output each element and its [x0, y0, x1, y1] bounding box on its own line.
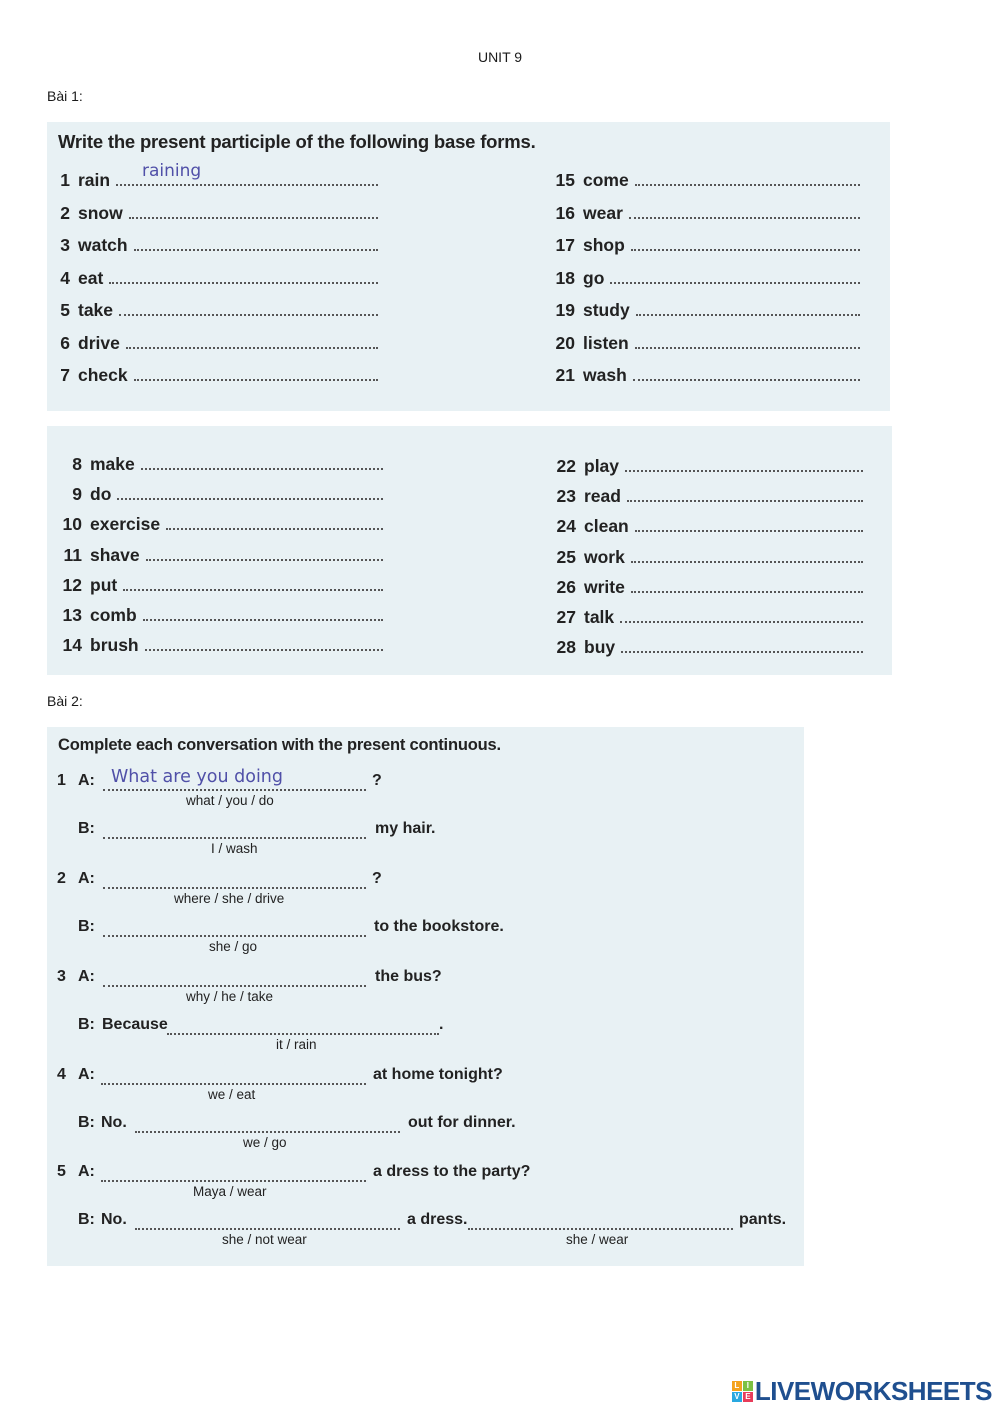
word-item	[56, 454, 383, 475]
item-number: 25	[556, 546, 576, 567]
item-number: 3	[60, 235, 70, 255]
verb-hint: it / rain	[276, 1037, 317, 1052]
answer-blank[interactable]	[631, 557, 863, 563]
line-suffix: the bus?	[375, 968, 442, 985]
base-form-word: come	[583, 170, 629, 190]
answer-blank[interactable]	[146, 555, 383, 561]
line-suffix: my hair.	[375, 820, 436, 837]
item-number: 20	[555, 332, 575, 353]
word-item	[56, 635, 383, 656]
base-form-word: eat	[78, 267, 104, 288]
answer-blank[interactable]	[143, 615, 383, 621]
verb-hint: I / wash	[211, 841, 258, 856]
item-number: 21	[555, 365, 575, 385]
liveworksheets-logo	[732, 1376, 992, 1407]
word-item	[550, 300, 860, 321]
answer-blank[interactable]	[103, 887, 366, 889]
verb-hint: she / wear	[566, 1232, 629, 1247]
base-form-word: snow	[78, 202, 123, 223]
answer-blank[interactable]	[117, 494, 383, 500]
base-form-word: check	[78, 365, 128, 385]
item-number: 3	[57, 968, 66, 985]
speaker-label: B:	[78, 1211, 95, 1228]
line-suffix: a dress to the party?	[373, 1163, 531, 1180]
base-form-word: talk	[584, 607, 615, 627]
base-form-word: work	[584, 546, 625, 567]
word-item	[550, 577, 863, 598]
word-item	[550, 170, 860, 191]
item-number: 4	[57, 1066, 66, 1083]
speaker-label: A:	[78, 968, 95, 985]
base-form-word: rain	[78, 170, 111, 190]
base-form-word: study	[583, 300, 630, 320]
word-item	[53, 268, 378, 289]
base-form-word: do	[90, 484, 112, 505]
word-item	[53, 170, 378, 191]
section-label-2: Bài 2:	[47, 693, 83, 709]
exercise-instruction: Write the present participle of the following base forms.	[58, 131, 536, 152]
answer-blank[interactable]	[134, 375, 378, 381]
logo-mark-icon: L I V E	[732, 1381, 753, 1402]
exercise-instruction: Complete each conversation with the present continuous.	[58, 736, 501, 754]
base-form-word: write	[584, 576, 625, 597]
word-item	[550, 268, 860, 289]
base-form-word: wear	[583, 202, 623, 223]
item-number: 26	[556, 576, 576, 597]
word-item	[53, 365, 378, 386]
line-suffix: at home tonight?	[373, 1066, 503, 1083]
item-number: 10	[62, 514, 82, 535]
answer-blank[interactable]	[468, 1228, 733, 1230]
item-number: 12	[62, 574, 82, 595]
item-number: 7	[60, 365, 70, 385]
verb-hint: she / go	[209, 939, 258, 954]
answer-blank[interactable]	[123, 585, 383, 591]
speaker-label: B:	[78, 1114, 95, 1131]
word-item	[53, 300, 378, 321]
word-item	[53, 333, 378, 354]
item-number: 17	[555, 235, 575, 255]
line-suffix: ?	[372, 870, 382, 887]
word-item	[550, 235, 860, 256]
item-number: 5	[60, 300, 70, 320]
word-item	[550, 365, 860, 386]
speaker-label: A:	[78, 1163, 95, 1180]
word-item	[550, 333, 860, 354]
line-suffix: to the bookstore.	[374, 918, 504, 935]
answer-blank[interactable]	[635, 343, 860, 349]
item-number: 19	[555, 300, 575, 320]
speaker-label: B:	[78, 1016, 95, 1033]
speaker-label: B:	[78, 820, 95, 837]
verb-hint: we / eat	[208, 1087, 256, 1102]
word-item	[550, 607, 863, 628]
answer-blank[interactable]	[109, 278, 378, 284]
answer-blank[interactable]	[633, 375, 860, 381]
base-form-word: make	[90, 454, 135, 474]
answer-blank[interactable]	[629, 213, 860, 219]
exercise-panel-2	[47, 727, 804, 1266]
verb-hint: why / he / take	[186, 989, 274, 1004]
item-number: 2	[57, 870, 66, 887]
line-suffix: pants.	[739, 1211, 787, 1228]
item-number: 15	[555, 170, 575, 190]
verb-hint: what / you / do	[186, 793, 274, 808]
base-form-word: clean	[584, 516, 629, 537]
line-prefix: Because	[102, 1016, 168, 1033]
answer-blank[interactable]	[103, 935, 366, 937]
item-number: 2	[60, 202, 70, 223]
base-form-word: wash	[583, 365, 627, 385]
base-form-word: put	[90, 574, 118, 595]
item-number: 24	[556, 516, 576, 537]
answer-blank[interactable]	[627, 496, 863, 502]
answer-blank[interactable]	[129, 213, 378, 219]
line-prefix: No.	[101, 1114, 127, 1131]
answer-blank[interactable]	[166, 524, 383, 530]
item-number: 11	[63, 544, 82, 565]
speaker-label: B:	[78, 918, 95, 935]
verb-hint: she / not wear	[222, 1232, 307, 1247]
base-form-word: exercise	[90, 514, 161, 535]
base-form-word: drive	[78, 332, 120, 353]
line-suffix: out for dinner.	[408, 1114, 516, 1131]
item-number: 22	[556, 456, 576, 476]
answer-blank[interactable]	[141, 464, 383, 470]
answer-blank[interactable]	[167, 1033, 439, 1035]
line-prefix: No.	[101, 1211, 127, 1228]
word-item	[550, 456, 863, 477]
verb-hint: where / she / drive	[174, 891, 285, 906]
sample-answer-raining: raining	[142, 161, 202, 181]
word-item	[56, 605, 383, 626]
word-item	[550, 547, 863, 568]
answer-blank[interactable]	[119, 310, 378, 316]
answer-blank[interactable]	[145, 645, 383, 651]
speaker-label: A:	[78, 870, 95, 887]
answer-blank[interactable]	[635, 526, 863, 532]
item-number: 4	[60, 267, 70, 288]
line-suffix: .	[439, 1016, 444, 1033]
answer-blank[interactable]	[625, 466, 863, 472]
item-number: 9	[72, 484, 82, 505]
base-form-word: go	[583, 267, 605, 288]
base-form-word: read	[584, 486, 621, 507]
answer-blank[interactable]	[610, 278, 860, 284]
answer-blank[interactable]	[103, 985, 366, 987]
verb-hint: we / go	[243, 1135, 287, 1150]
section-label-1: Bài 1:	[47, 88, 83, 104]
item-number: 28	[556, 637, 576, 658]
item-number: 13	[62, 605, 82, 625]
answer-blank[interactable]	[620, 617, 863, 623]
exercise-panel-1b	[47, 426, 892, 675]
sample-answer-what-are-you-doing: What are you doing	[111, 767, 284, 787]
word-item	[550, 486, 863, 507]
item-number: 1	[60, 170, 70, 190]
answer-blank[interactable]	[135, 1131, 400, 1133]
base-form-word: brush	[90, 635, 139, 656]
item-number: 14	[62, 635, 82, 656]
item-number: 1	[57, 772, 66, 789]
page-title: UNIT 9	[477, 49, 523, 65]
base-form-word: shave	[90, 544, 140, 565]
exercise-panel-1a	[47, 122, 890, 411]
item-number: 27	[556, 607, 576, 627]
answer-blank[interactable]	[134, 245, 378, 251]
base-form-word: take	[78, 300, 114, 320]
item-number: 16	[555, 202, 575, 223]
verb-hint: Maya / wear	[193, 1184, 267, 1199]
answer-blank[interactable]	[103, 837, 366, 839]
answer-blank[interactable]	[631, 587, 863, 593]
answer-blank[interactable]	[126, 343, 378, 349]
answer-blank[interactable]	[635, 180, 860, 186]
word-item	[550, 203, 860, 224]
word-item	[56, 575, 383, 596]
answer-blank[interactable]	[621, 647, 863, 653]
base-form-word: watch	[78, 235, 128, 255]
base-form-word: buy	[584, 637, 616, 658]
speaker-label: A:	[78, 1066, 95, 1083]
line-suffix: a dress.	[407, 1211, 468, 1228]
item-number: 18	[555, 267, 575, 288]
word-item	[53, 203, 378, 224]
answer-blank[interactable]	[103, 789, 366, 791]
answer-blank[interactable]	[101, 1083, 366, 1085]
answer-blank[interactable]	[101, 1180, 366, 1182]
item-number: 5	[57, 1163, 66, 1180]
answer-blank[interactable]	[631, 245, 860, 251]
word-item	[53, 235, 378, 256]
word-item	[56, 514, 383, 535]
word-item	[56, 545, 383, 566]
base-form-word: play	[584, 456, 620, 476]
item-number: 6	[60, 332, 70, 353]
word-item	[56, 484, 383, 505]
answer-blank[interactable]	[135, 1228, 400, 1230]
line-suffix: ?	[372, 772, 382, 789]
speaker-label: A:	[78, 772, 95, 789]
base-form-word: comb	[90, 605, 137, 625]
item-number: 23	[556, 486, 576, 507]
item-number: 8	[72, 454, 82, 474]
logo-text: LIVEWORKSHEETS	[754, 1376, 992, 1406]
base-form-word: listen	[583, 332, 629, 353]
answer-blank[interactable]	[636, 310, 860, 316]
word-item	[550, 516, 863, 537]
base-form-word: shop	[583, 235, 625, 255]
word-item	[550, 637, 863, 658]
